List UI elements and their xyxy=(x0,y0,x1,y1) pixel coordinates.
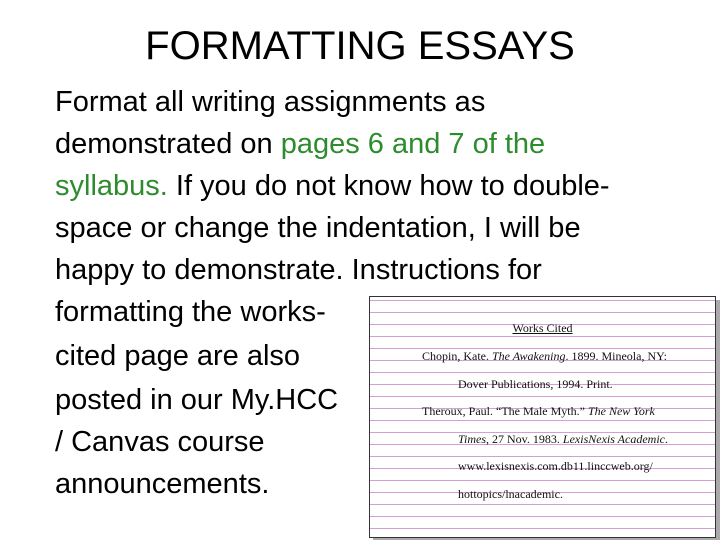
entry-1-title: The Awakening xyxy=(492,349,566,363)
body-line-2-text: demonstrated on xyxy=(55,128,281,160)
body-line-3 xyxy=(55,166,610,206)
body-line-4: space or change the indentation, I will be xyxy=(55,212,581,244)
body-line-2 xyxy=(55,124,545,164)
body-line-9: / Canvas course xyxy=(55,426,265,458)
body-line-6: formatting the works- xyxy=(55,296,326,328)
entry-2-source-cont: Times xyxy=(458,432,487,446)
syllabus-pages-highlight: pages 6 and 7 of the xyxy=(280,128,546,160)
entry-2-date: , 27 Nov. 1983. xyxy=(486,432,563,446)
body-line-1: Format all writing assignments as xyxy=(55,86,486,118)
body-line-3-text: If you do not know how to double- xyxy=(167,170,610,202)
works-cited-entry-2-line-4: hottopics/lnacademic. xyxy=(458,487,563,501)
entry-2-source: The New York xyxy=(587,404,655,418)
body-line-10: announcements. xyxy=(55,468,270,500)
entry-1-author: Chopin, Kate. xyxy=(422,349,492,363)
body-line-7: cited page are also xyxy=(55,340,301,372)
works-cited-entry-2-line-3: www.lexisnexis.com.db11.linccweb.org/ xyxy=(458,459,653,473)
works-cited-entry-1-line-1 xyxy=(422,349,667,364)
works-cited-example-page xyxy=(369,296,716,538)
slide-title: FORMATTING ESSAYS xyxy=(145,24,575,68)
entry-2-author-title: Theroux, Paul. “The Male Myth.” xyxy=(422,404,588,418)
works-cited-entry-1-line-2: Dover Publications, 1994. Print. xyxy=(458,377,613,391)
body-line-8: posted in our My.HCC xyxy=(55,384,339,416)
syllabus-highlight: syllabus. xyxy=(55,170,168,202)
works-cited-entry-2-line-1 xyxy=(422,404,655,419)
entry-1-pub: . 1899. Mineola, NY: xyxy=(565,349,668,363)
works-cited-heading: Works Cited xyxy=(512,321,573,335)
entry-2-database: LexisNexis Academic xyxy=(562,432,665,446)
works-cited-entry-2-line-2 xyxy=(458,432,668,447)
entry-2-period: . xyxy=(665,432,668,446)
body-line-5: happy to demonstrate. Instructions for xyxy=(55,254,542,286)
